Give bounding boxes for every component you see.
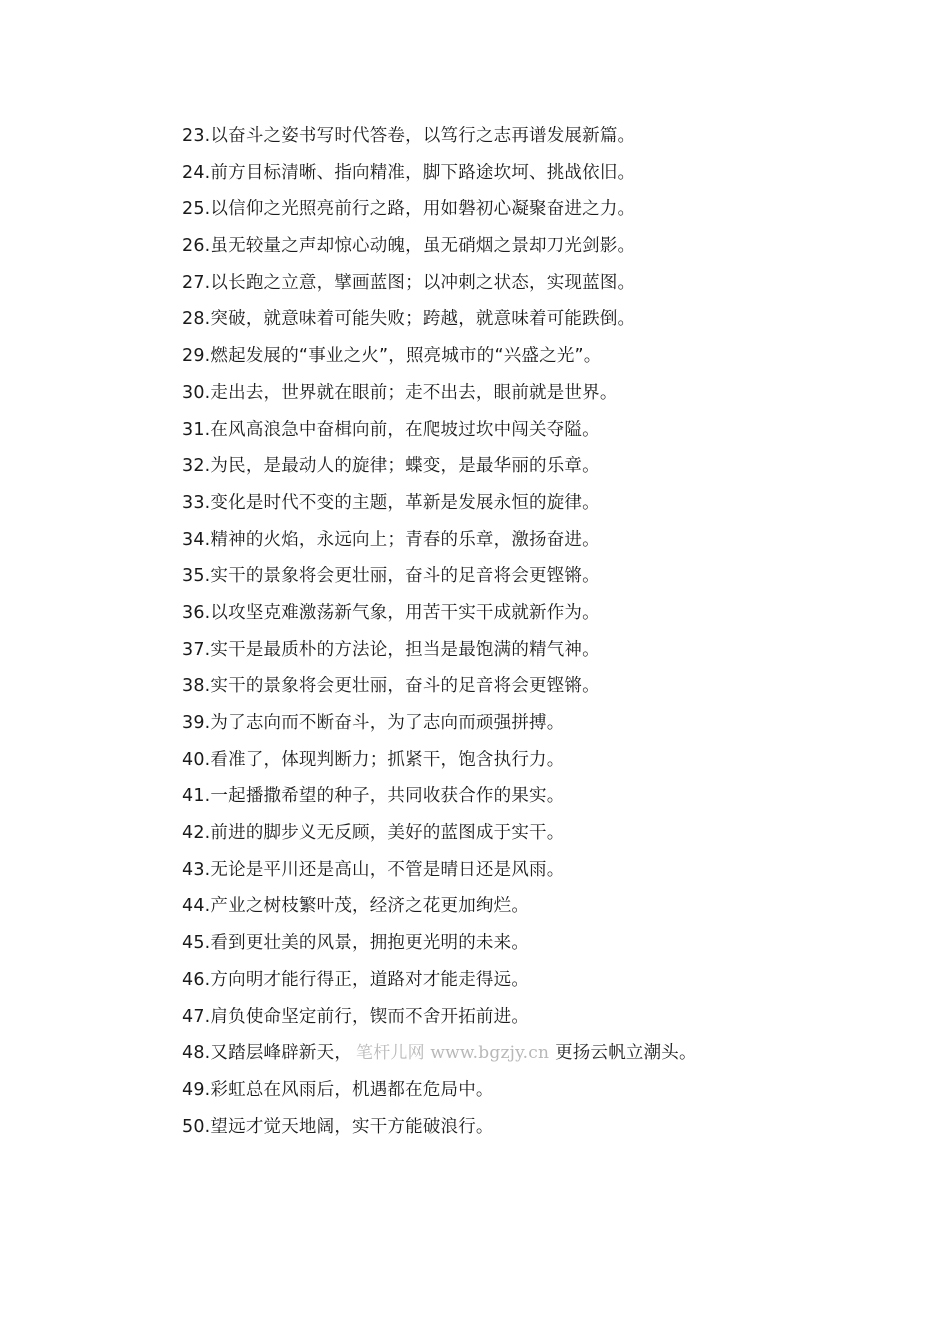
quote-line: 46.方向明才能行得正，道路对才能走得远。 [182, 969, 530, 990]
quote-line: 26.虽无较量之声却惊心动魄，虽无硝烟之景却刀光剑影。 [182, 236, 636, 257]
quote-line: 42.前进的脚步义无反顾，美好的蓝图成于实干。 [182, 823, 565, 844]
quote-line-48-end: 更扬云帆立潮头。 [555, 1043, 697, 1064]
quote-line-48 [182, 1035, 697, 1072]
quote-line: 25.以信仰之光照亮前行之路，用如磐初心凝聚奋进之力。 [182, 199, 636, 220]
quote-line: 33.变化是时代不变的主题，革新是发展永恒的旋律。 [182, 492, 600, 513]
quote-list [182, 118, 697, 1145]
quote-line: 27.以长跑之立意，擘画蓝图；以冲刺之状态，实现蓝图。 [182, 272, 636, 293]
quote-line: 30.走出去，世界就在眼前；走不出去，眼前就是世界。 [182, 382, 618, 403]
quote-line: 29.燃起发展的“事业之火”，照亮城市的“兴盛之光”。 [182, 346, 602, 367]
quote-line: 38.实干的景象将会更壮丽，奋斗的足音将会更铿锵。 [182, 676, 600, 697]
quote-line: 50.望远才觉天地阔，实干方能破浪行。 [182, 1116, 494, 1137]
quote-line: 34.精神的火焰，永远向上；青春的乐章，激扬奋进。 [182, 529, 600, 550]
watermark-text: 笔杆儿网 www.bgzjy.cn [356, 1043, 550, 1064]
quote-line: 47.肩负使命坚定前行，锲而不舍开拓前进。 [182, 1006, 530, 1027]
quote-line: 31.在风高浪急中奋楫向前，在爬坡过坎中闯关夺隘。 [182, 419, 600, 440]
quote-line: 35.实干的景象将会更壮丽，奋斗的足音将会更铿锵。 [182, 566, 600, 587]
quote-line: 45.看到更壮美的风景，拥抱更光明的未来。 [182, 933, 530, 954]
quote-line: 37.实干是最质朴的方法论，担当是最饱满的精气神。 [182, 639, 600, 660]
quote-line: 32.为民，是最动人的旋律；蝶变，是最华丽的乐章。 [182, 456, 600, 477]
quote-line-48-start: 48.又踏层峰辟新天， [182, 1043, 353, 1064]
quote-line: 24.前方目标清晰、指向精准，脚下路途坎坷、挑战依旧。 [182, 162, 636, 183]
quote-line: 44.产业之树枝繁叶茂，经济之花更加绚烂。 [182, 896, 530, 917]
quote-line: 23.以奋斗之姿书写时代答卷，以笃行之志再谱发展新篇。 [182, 126, 636, 146]
quote-line: 36.以攻坚克难激荡新气象，用苦干实干成就新作为。 [182, 602, 600, 623]
quote-line: 41.一起播撒希望的种子，共同收获合作的果实。 [182, 786, 565, 807]
quote-line: 28.突破，就意味着可能失败；跨越，就意味着可能跌倒。 [182, 309, 636, 330]
quote-line: 39.为了志向而不断奋斗，为了志向而顽强拼搏。 [182, 713, 565, 733]
quote-line: 40.看准了，体现判断力；抓紧干，饱含执行力。 [182, 749, 565, 770]
quote-line: 43.无论是平川还是高山，不管是晴日还是风雨。 [182, 859, 565, 880]
quote-line: 49.彩虹总在风雨后，机遇都在危局中。 [182, 1079, 494, 1100]
